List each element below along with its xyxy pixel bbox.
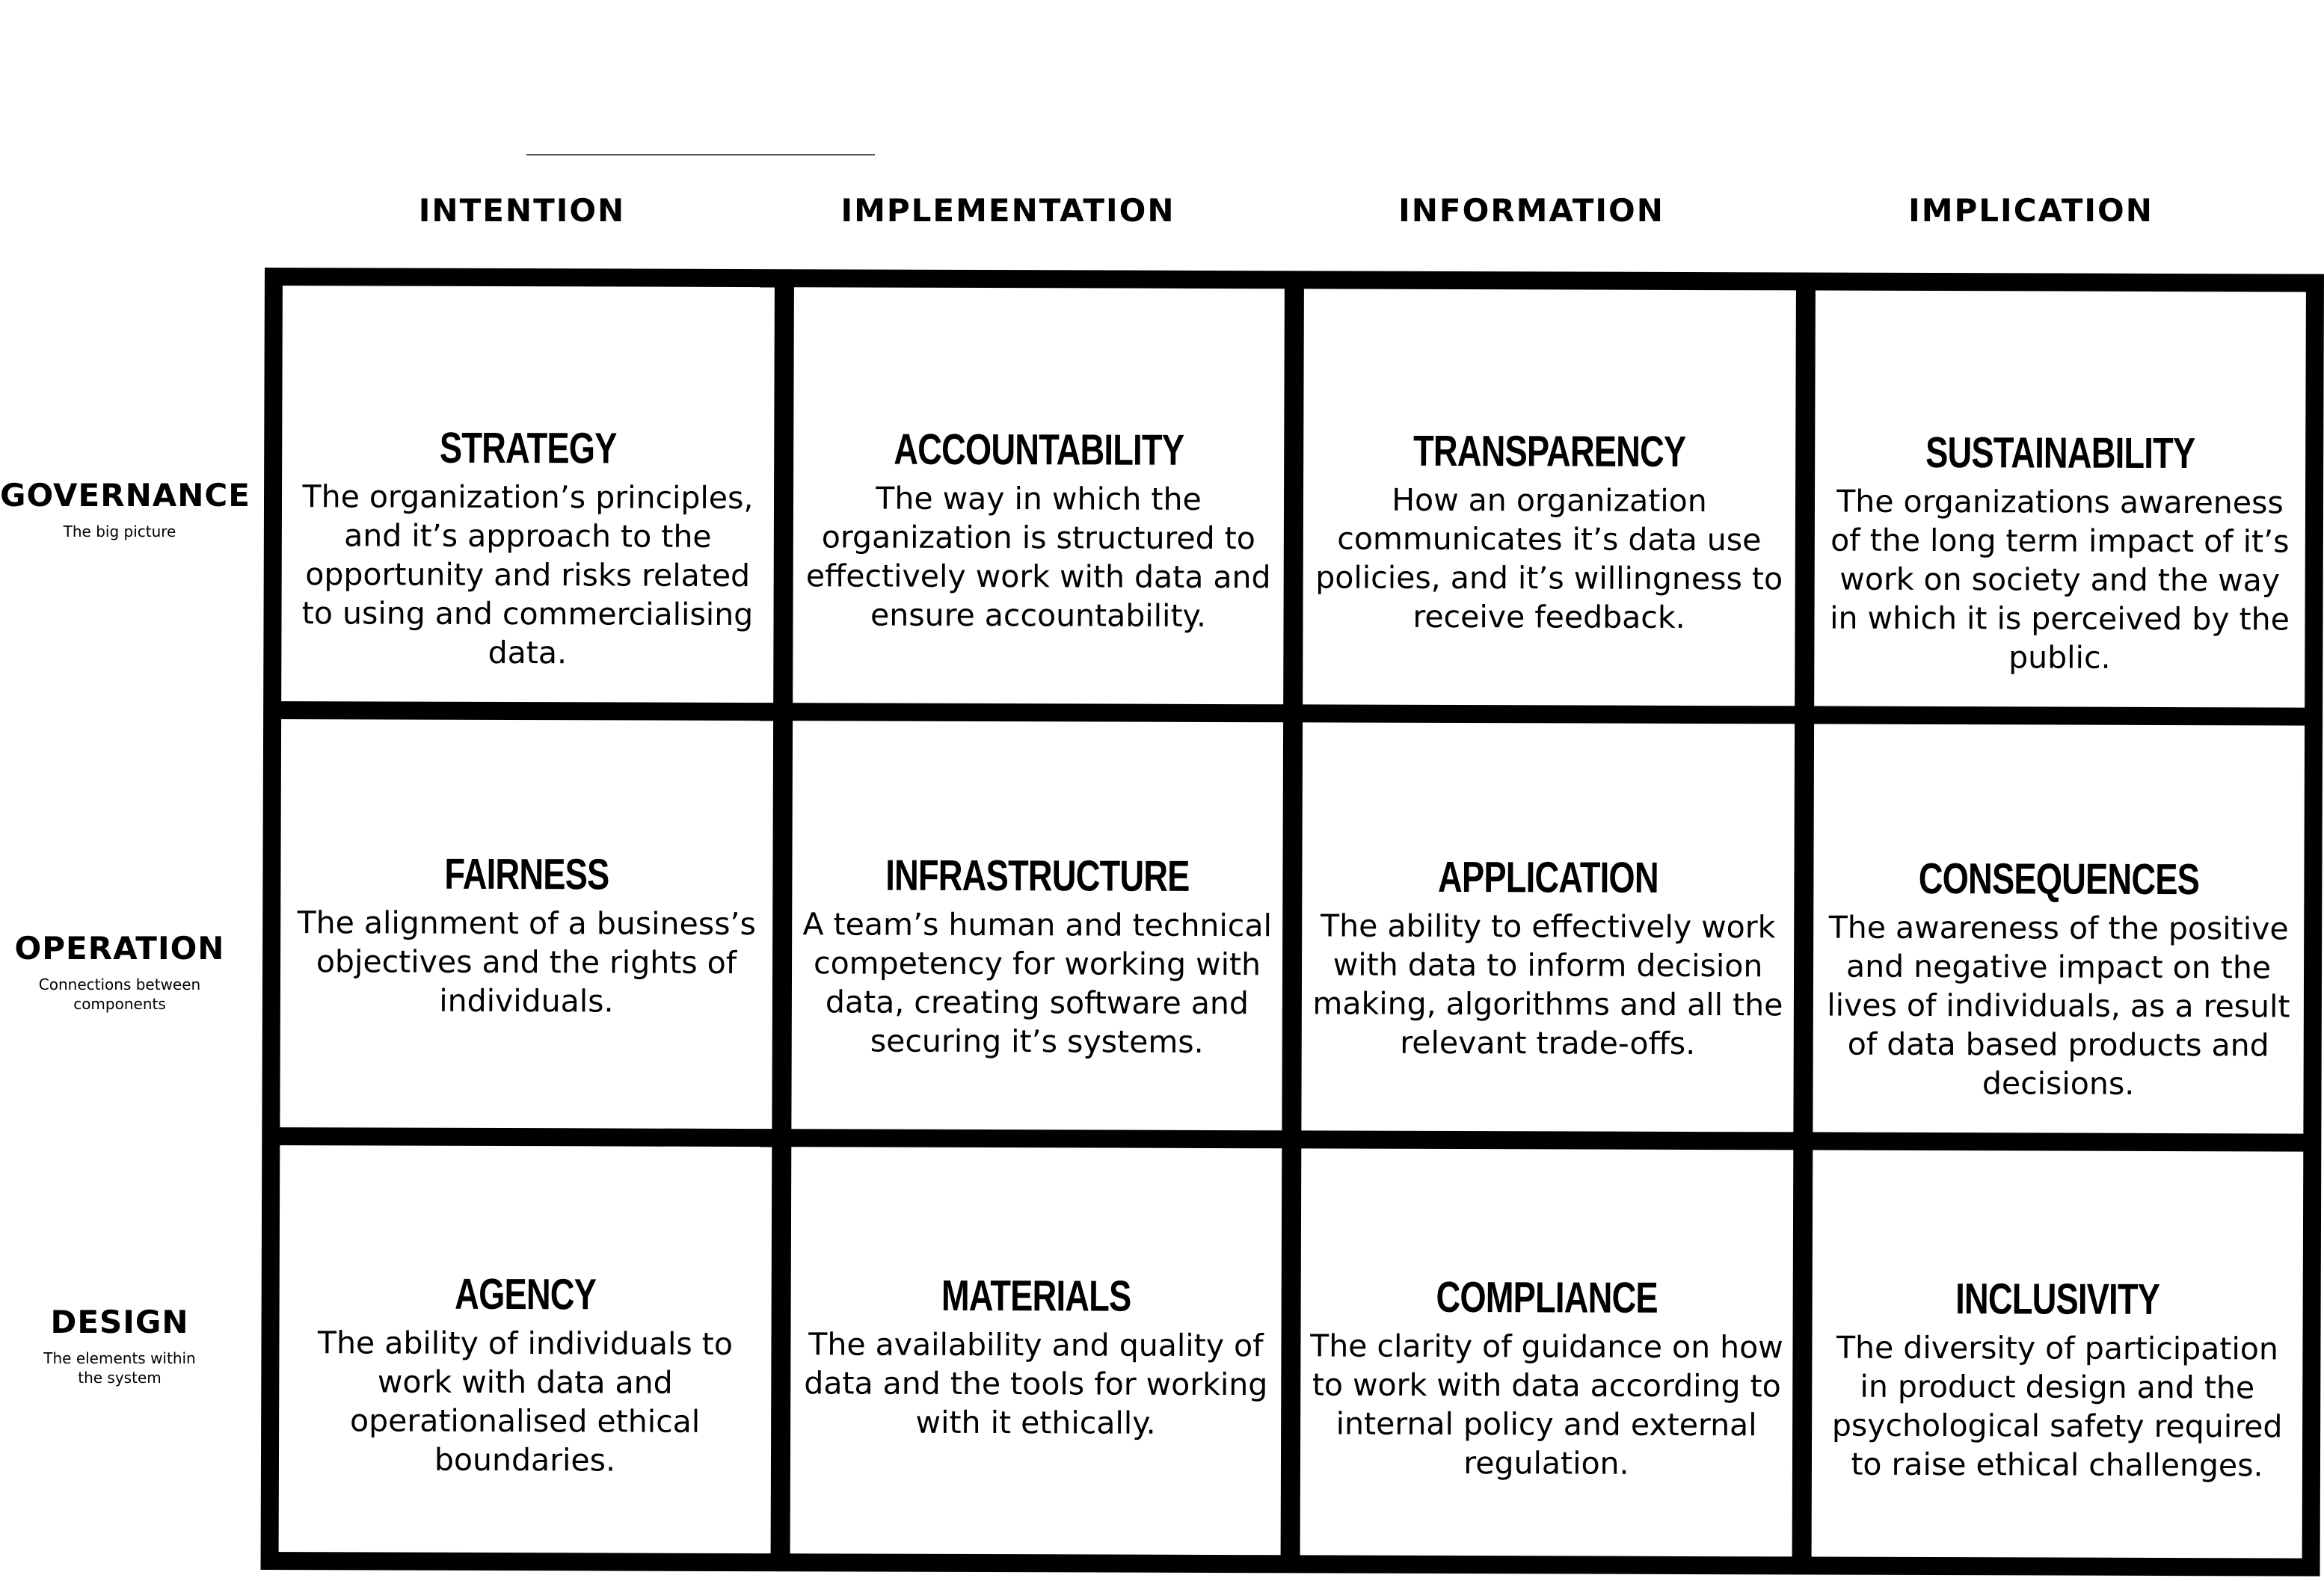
cell-agency [279, 1145, 772, 1553]
framework-grid [261, 268, 2324, 1577]
cell-title: APPLICATION [1437, 852, 1659, 902]
row-subtitle: Connections between components [38, 976, 201, 1013]
cell-description: The clarity of guidance on how to work with data according to internal policy and external regulation. [1310, 1328, 1783, 1482]
cell-description: The organizations awareness of the long term impact of it’s work on society and the way in which it is perceived by the public. [1830, 483, 2290, 676]
row-header-design [0, 1302, 239, 1387]
top-divider-line [526, 154, 875, 155]
cell-application [1301, 722, 1795, 1132]
cell-description: The ability of individuals to work with data and operationalised ethical boundaries. [317, 1325, 734, 1479]
cell-title: MATERIALS [941, 1271, 1131, 1321]
cell-title: TRANSPARENCY [1412, 426, 1686, 476]
row-header-operation [0, 928, 239, 1014]
cell-title: AGENCY [455, 1269, 597, 1319]
row-header-governance [0, 475, 250, 541]
cell-inclusivity [1812, 1150, 2304, 1559]
column-header-intention: INTENTION [418, 192, 626, 229]
row-subtitle: The elements within the system [43, 1349, 196, 1387]
cell-consequences [1813, 724, 2305, 1134]
row-subtitle: The big picture [63, 523, 176, 540]
column-header-implication: IMPLICATION [1908, 192, 2154, 229]
cell-description: The ability to effectively work with data to inform decision making, algorithms and all the relevant trade-offs. [1312, 907, 1783, 1062]
cell-materials [790, 1147, 1282, 1555]
row-title: DESIGN [50, 1304, 189, 1340]
cell-title: ACCOUNTABILITY [894, 425, 1184, 475]
column-header-information: INFORMATION [1398, 192, 1664, 229]
cell-infrastructure [791, 721, 1283, 1130]
cell-description: The organization’s principles, and it’s approach to the opportunity and risks related to using and commercialising data. [301, 478, 754, 671]
cell-title: STRATEGY [439, 423, 617, 473]
cell-title: CONSEQUENCES [1918, 854, 2200, 904]
row-title: GOVERNANCE [0, 477, 250, 514]
cell-sustainability [1814, 291, 2306, 708]
cell-transparency [1303, 289, 1796, 706]
column-header-implementation: IMPLEMENTATION [840, 192, 1175, 229]
cell-strategy [281, 286, 775, 703]
cell-title: SUSTAINABILITY [1925, 428, 2195, 478]
row-title: OPERATION [14, 930, 225, 967]
cell-title: FAIRNESS [444, 849, 609, 899]
cell-description: The diversity of participation in product design and the psychological safety required to raise ethical challenges. [1831, 1329, 2283, 1484]
cell-description: The awareness of the positive and negative impact on the lives of individuals, as a result of data based products and decisions. [1827, 909, 2290, 1102]
cell-description: A team’s human and technical competency for working with data, creating software and securing it’s systems. [802, 906, 1272, 1060]
cell-description: The way in which the organization is structured to effectively work with data and ensure accountability. [805, 480, 1271, 634]
cell-title: INCLUSIVITY [1955, 1275, 2160, 1324]
cell-description: The alignment of a business’s objectives and the rights of individuals. [297, 904, 756, 1020]
cell-fairness [280, 719, 773, 1129]
cell-accountability [793, 287, 1285, 704]
cell-title: COMPLIANCE [1436, 1272, 1658, 1322]
cell-compliance [1300, 1148, 1794, 1556]
cell-title: INFRASTRUCTURE [885, 851, 1190, 901]
cell-description: How an organization communicates it’s data use policies, and it’s willingness to receive feedback. [1315, 481, 1783, 635]
cell-description: The availability and quality of data and the tools for working with it ethically. [804, 1326, 1268, 1441]
